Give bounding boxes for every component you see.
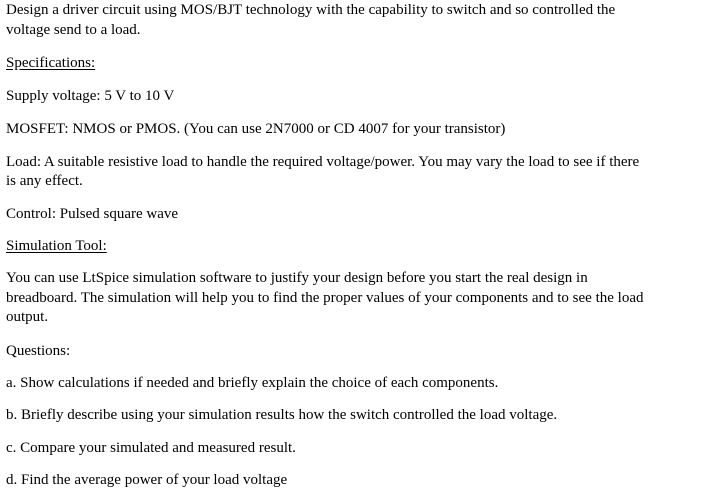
- load-spec-line-2: is any effect.: [6, 173, 83, 189]
- simulation-text-line-3: output.: [6, 309, 49, 325]
- load-spec-line-1: Load: A suitable resistive load to handle the required voltage/power. You may vary the load to see if there: [6, 154, 640, 170]
- intro-line-1: Design a driver circuit using MOS/BJT technology with the capability to switch and so controlled the: [6, 2, 616, 18]
- intro-line-2: voltage send to a load.: [6, 22, 141, 38]
- question-a: a. Show calculations if needed and briefly explain the choice of each components.: [6, 375, 499, 391]
- mosfet-spec: MOSFET: NMOS or PMOS. (You can use 2N7000 or CD 4007 for your transistor): [6, 121, 506, 137]
- questions-heading: Questions:: [6, 343, 71, 359]
- simulation-text-line-2: breadboard. The simulation will help you to find the proper values of your components and to see the load: [6, 290, 644, 306]
- simulation-heading: Simulation Tool:: [6, 238, 107, 254]
- simulation-text-line-1: You can use LtSpice simulation software to justify your design before you start the real design in: [6, 270, 588, 286]
- specifications-heading: Specifications:: [6, 55, 96, 71]
- question-b: b. Briefly describe using your simulation results how the switch controlled the load voltage.: [6, 407, 558, 423]
- control-spec: Control: Pulsed square wave: [6, 206, 179, 222]
- supply-voltage-spec: Supply voltage: 5 V to 10 V: [6, 88, 175, 104]
- question-c: c. Compare your simulated and measured result.: [6, 440, 296, 456]
- question-d: d. Find the average power of your load voltage: [6, 472, 288, 488]
